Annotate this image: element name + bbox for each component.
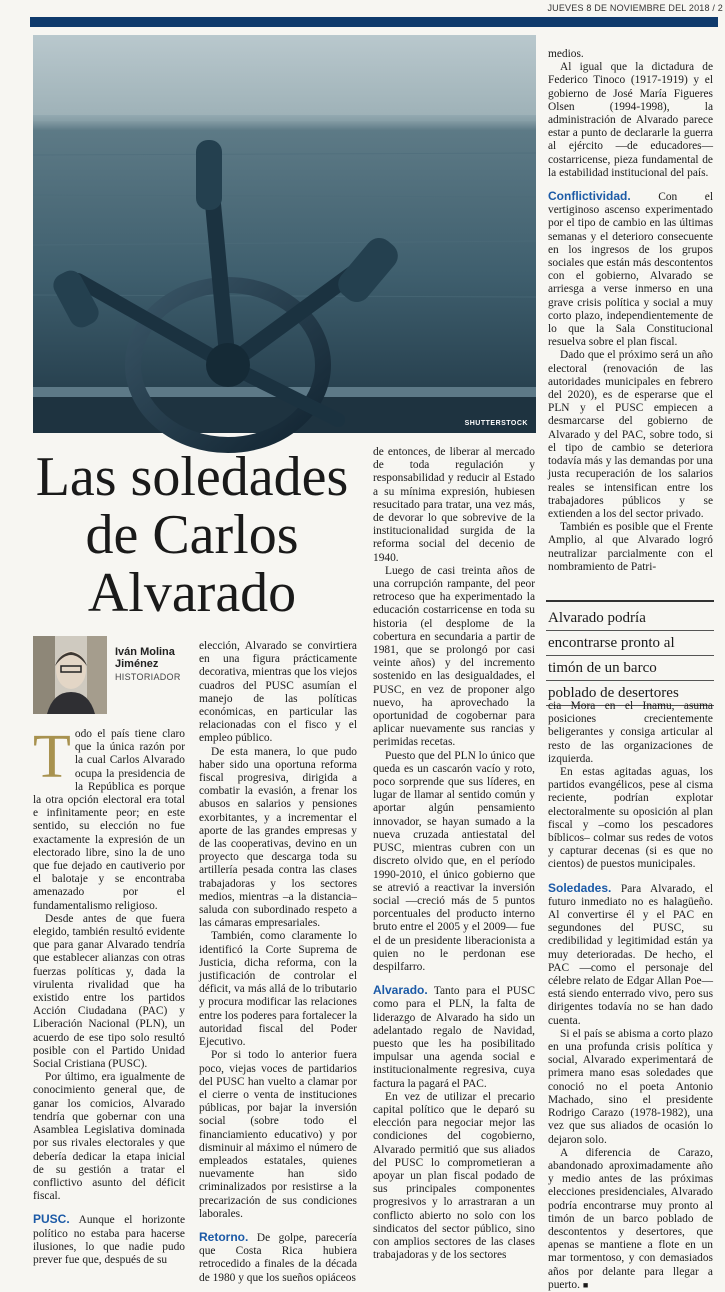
paragraph: Por si todo lo anterior fuera poco, viejas voces de partidarios del PUSC han vuelto a clamar por el cierre o venta de instituciones públicas, por bajar la inversión social (sobre todo el financiamiento educativo) y por disminuir al máximo el número de empleados estatales, quienes nuevamente han sido criminalizados por resistirse a la precarización de sus condiciones laborales. — [199, 1049, 357, 1220]
paragraph: A diferencia de Carazo, abandonado aproximadamente año y medio antes de las próximas elecciones presidenciales, Alvarado podría encontrarse muy pronto al timón de un barco poblado de descontentos y desertores, que apenas se mantiene a flote en un mar tormentoso, y con demasiados años por delante para llegar a puerto. ■ — [548, 1146, 713, 1291]
author-avatar — [33, 636, 107, 714]
title-line: Alvarado — [87, 562, 297, 624]
photo-credit: SHUTTERSTOCK — [464, 420, 528, 427]
paragraph: En estas agitadas aguas, los partidos evangélicos, pese al cisma reciente, podrían explotar electoralmente su oposición al plan fiscal y –como los pescadores bíblicos– colmar sus redes de votos y capturar decenas (si es que no cientos) de puestos municipales. — [548, 766, 713, 871]
paragraph: elección, Alvarado se convirtiera en una figura prácticamente decorativa, mientras que los viejos cuadros del PUSC asumían el manejo de las políticas económicas, en particular las relacionadas con el fisco y el empleo público. — [199, 640, 357, 745]
paragraph: De esta manera, lo que pudo haber sido una oportuna reforma fiscal progresiva, dirigida a combatir la evasión, a frenar los abusos en salarios y pensiones exorbitantes, y a incrementar el aporte de las grandes empresas y de las cooperativas, devino en un proyecto que descarga toda su artillería pesada contra las clases trabajadoras y los sectores medios, mientras –a la distancia– saluda con subordinado respeto a las cámaras empresariales. — [199, 745, 357, 930]
title-line: de Carlos — [85, 504, 299, 566]
paragraph: Alvarado. Tanto para el PUSC como para el PLN, la falta de liderazgo de Alvarado ha sido un adelantado regalo de Navidad, puesto que les ha posibilitado impulsar una agenda social e institucionalmente regresiva, cuya factura la pagará el PAC. — [373, 983, 535, 1090]
author-byline — [33, 636, 193, 716]
article-column-4-top — [548, 48, 713, 596]
section-lead: Conflictividad. — [548, 189, 631, 204]
section-lead: PUSC. — [33, 1212, 70, 1227]
paragraph: Luego de casi treinta años de una corrupción rampante, del peor retroceso que ha experimentado la educación costarricense en toda su historia (el desplome de la cobertura en secundaria a partir de 1981, que se prolongó por casi veinte años) y del incremento sostenido en las desigualdades, el PUSC, en vez de proponer algo nuevo, ha aprovechado la oportunidad de cogobernar para aplicar nuevamente sus rancias y perimidas recetas. — [373, 564, 535, 749]
header-date: JUEVES 8 DE NOVIEMBRE DEL 2018 / 2 — [547, 3, 723, 13]
title-line: Las soledades — [35, 446, 349, 508]
article-column-1 — [33, 723, 185, 1280]
paragraph: Dado que el próximo será un año electoral (renovación de las autoridades municipales en febrero del 2020), es de esperarse que el PLN y el PUSC empiecen a desmarcarse del gobierno de Alvarado y del PAC, sobre todo, si el tipo de cambio se deteriora todavía más y las demandas por una justa recuperación de los salarios reales se intensifican entre los trabajadores públicos y se extienden a los del sector privado. — [548, 349, 713, 520]
section-lead: Retorno. — [199, 1229, 249, 1244]
paragraph: También es posible que el Frente Amplio, al que Alvarado logró neutralizar parcialmente con el nombramiento de Patri- — [548, 521, 713, 573]
pull-quote-line: poblado de desertores — [546, 681, 714, 706]
paragraph: Puesto que del PLN lo único que queda es un cascarón vacío y roto, poco sorprende que sus líderes, en lugar de llamar al sentido común y aportar algún pensamiento innovador, se hayan sumado a la nueva cruzada antiestatal del PUSC, mientras cubren con un discreto olvido que, en el período 1990-2010, el único gobierno que se atrevió a reactivar la inversión social —creció más de 5 puntos porcentuales del producto interno bruto entre el 2005 y el 2009— fue el de un presidente liberacionista a quien no le perdonan ese despilfarro. — [373, 749, 535, 973]
paragraph: Retorno. De golpe, parecería que Costa Rica hubiera retrocedido a finales de la década de 1980 y que los sueños opiáceos — [199, 1229, 357, 1284]
paragraph: Si el país se abisma a corto plazo en una profunda crisis política y social, Alvarado experimentará de primera mano esas soledades que conoció no el poeta Antonio Machado, sino el presidente Rodrigo Carazo (1978-1982), una vez que sus aliados de ocasión lo dejaron solo. — [548, 1027, 713, 1146]
pull-quote — [546, 600, 714, 706]
paragraph: Desde antes de que fuera elegido, también resultó evidente que para ganar Alvarado tendría que establecer alianzas con otras fuerzas políticas y, dada la virulenta rivalidad que ha existido entre los partidos Acción Ciudadana (PAC) y Liberación Nacional (PLN), un acuerdo de ese tipo solo resultó posible con el Partido Unidad Social Cristiana (PUSC). — [33, 912, 185, 1071]
page-header — [0, 0, 725, 28]
header-bar — [30, 17, 718, 27]
paragraph: cia Mora en el Inamu, asuma posiciones crecientemente beligerantes y consiga articular al resto de las organizaciones de izquierda. — [548, 700, 713, 765]
article-column-2 — [199, 640, 357, 1284]
paragraph: Conflictividad. Con el vertiginoso ascenso experimentado por el tipo de cambio en las últimas semanas y el deterioro consecuente en los ingresos de los grupos sociales que están más descontentos con el gobierno, Alvarado se arriesga a verse inmerso en una grave crisis política y social a muy corto plazo, independientemente de lo que la Sala Constitucional resuelva sobre el plan fiscal. — [548, 189, 713, 349]
paragraph: medios. — [548, 48, 584, 60]
drop-cap: T — [33, 723, 71, 791]
article-column-4-bottom — [548, 700, 713, 1291]
section-lead: Alvarado. — [373, 983, 428, 998]
article-column-3 — [373, 446, 535, 1280]
section-lead: Soledades. — [548, 880, 612, 895]
pull-quote-line: encontrarse pronto al — [546, 631, 714, 656]
paragraph: Soledades. Para Alvarado, el futuro inmediato no es halagüeño. Al convertirse él y el PAC en segundones del PUSC, su credibilidad y legitimidad están ya muy deterioradas. De hecho, el PAC —como el personaje del célebre relato de Edgar Allan Poe— está siendo enterrado vivo, pero sus dirigentes todavía no se han dado cuenta. — [548, 880, 713, 1027]
author-name: Iván Molina Jiménez — [115, 646, 175, 670]
paragraph: Todo el país tiene claro que la única razón por la cual Carlos Alvarado ocupa la presidencia de la República es porque la otra opción electoral era total e infinitamente peor; en este sentido, su elección no fue exactamente la expresión de un electorado libre, sino la de uno que fue dejado en cautiverio por el balotaje y se encontraba amenazado por el fundamentalismo religioso. — [33, 723, 185, 912]
paragraph: de entonces, de liberar al mercado de toda regulación y responsabilidad y reducir al Estado a su mínima expresión, hubiesen resucitado para tratar, una vez más, de devorar lo que sobrevive de la institucionalidad surgida de la reforma social del decenio de 1940. — [373, 446, 535, 564]
end-mark: ■ — [582, 1279, 589, 1290]
pull-quote-line: Alvarado podría — [546, 606, 714, 631]
article-photo — [33, 35, 536, 433]
article-title — [33, 448, 351, 622]
author-role: HISTORIADOR — [115, 672, 181, 682]
ship-wheel-icon — [33, 35, 536, 433]
paragraph: Por último, era igualmente de conocimiento general que, de ganar los comicios, Alvarado tendría que gobernar con una Asamblea Legislativa dominada por sus rivales electorales y que debería dedicar la etapa inicial de su gestión a tratar el conflictivo asunto del déficit fiscal. — [33, 1071, 185, 1203]
paragraph: PUSC. Aunque el horizonte político no estaba para hacerse ilusiones, lo que nadie pudo prever fue que, después de su — [33, 1212, 185, 1266]
pull-quote-rule — [546, 600, 714, 602]
paragraph: Al igual que la dictadura de Federico Tinoco (1917-1919) y el gobierno de José María Figueres Olsen (1994-1998), la administración de Alvarado parece estar a punto de declararle la guerra al ejército —de educadores— costarricense, pieza fundamental de la estabilidad institucional del país. — [548, 61, 713, 179]
paragraph: También, como claramente lo identificó la Corte Suprema de Justicia, dicha reforma, con la justificación de controlar el déficit, va más allá de lo tributario y procura modificar las relaciones entre los poderes para fortalecer la autoridad fiscal del Poder Ejecutivo. — [199, 930, 357, 1049]
pull-quote-line: timón de un barco — [546, 656, 714, 681]
paragraph: En vez de utilizar el precario capital político que le deparó su elección para negociar mejor las condiciones del cogobierno, Alvarado permitió que sus aliados del PUSC lo comprometieran a apoyar un plan fiscal podado de sus principales componentes progresivos y lo arrastraran a un conflicto abierto no solo con los sindicatos del sector público, sino con amplios sectores de las clases trabajadoras y de los sectores — [373, 1090, 535, 1262]
